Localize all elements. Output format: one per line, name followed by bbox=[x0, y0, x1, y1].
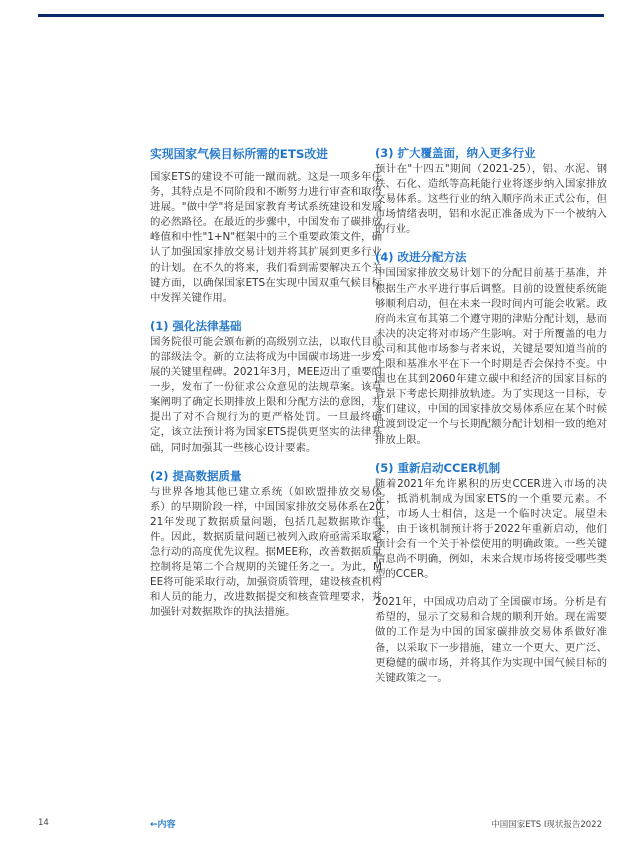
left-column bbox=[150, 146, 382, 633]
conclusion-paragraph: 2021年，中国成功启动了全国碳市场。分析是有希望的，显示了交易和合规的顺利开始。现在需要做的工作是为中国的国家碳排放交易体系做好准备，以采取下一步措施，建立一个更大、更广泛、更稳健的碳市场，并将其作为实现中国气候目标的关键政策之一。 bbox=[375, 596, 607, 684]
section-text-coverage: 预计在"十四五"期间（2021-25），铝、水泥、钢铁、石化、造纸等高耗能行业将逐步纳入国家排放交易体系。这些行业的纳入顺序尚未正式公布，但市场情绪表明，铝和水泥正准备成为下一个被纳入的行业。 bbox=[375, 163, 607, 236]
section-heading-allocation: (4) 改进分配方法 bbox=[375, 250, 467, 265]
section-heading-ccer: (5) 重新启动CCER机制 bbox=[375, 460, 501, 475]
section-text-ccer: 随着2021年允许累积的历史CCER进入市场的决定，抵消机制成为国家ETS的一个重要元素。不过，市场人士相信，这是一个临时决定。展望未来，由于该机制预计将于2022年重新启动，他们预计会有一个关于补偿使用的明确政策。一些关键信息尚不明确，例如，未来合规市场将接受哪些类型的CCER。 bbox=[375, 477, 607, 581]
section-text-legal: 国务院很可能会颁布新的高级别立法，以取代目前的部级法令。新的立法将成为中国碳市场进一步发展的关键里程碑。2021年3月，MEE迈出了重要的一步，发布了一份征求公众意见的法规草案。该草案阐明了确定长期排放上限和分配方法的意图，并提出了对不合规行为的更严格处罚。一旦最终确定，该立法预计将为国家ETS提供更坚实的法律基础，同时加强其一些核心设计要素。 bbox=[150, 335, 382, 454]
section-heading-legal: (1) 强化法律基础 bbox=[150, 318, 242, 333]
page-number: 14 bbox=[38, 818, 49, 828]
contents-link[interactable]: ←内容 bbox=[150, 820, 176, 830]
right-column bbox=[375, 146, 607, 699]
section-text-allocation: 中国国家排放交易计划下的分配目前基于基准，并根据生产水平进行事后调整。目前的设置使系统能够顺利启动，但在未来一段时间内可能会收紧。政府尚未宣布其第二个遵守期的津贴分配计划，悬而未决的决定将对市场产生影响。对于所覆盖的电力公司和其他市场参与者来说，关键是要知道当前的上限和基准水平在下一个时期是否会保持不变。中国也在其到2060年建立碳中和经济的国家目标的背景下考虑长期排放轨迹。为了实现这一目标，专家们建议，中国的国家排放交易体系应在某个时候过渡到设定一个与长期配额分配计划相一致的绝对排放上限。 bbox=[375, 267, 607, 446]
intro-paragraph: 国家ETS的建设不可能一蹴而就。这是一项多年任务，其特点是不同阶段和不断努力进行审查和取得进展。"做中学"将是国家教育考试系统建设和发展的必然路径。在最近的步骤中，中国发布了碳排放峰值和中性"1+N"框架中的三个重要政策文件，确认了加强国家排放交易计划并将其扩展到更多行业的计划。在不久的将来，我们看到需要解决五个关键方面，以确保国家ETS在实现中国双重气候目标中发挥关键作用。 bbox=[150, 171, 382, 304]
section-heading-coverage: (3) 扩大覆盖面，纳入更多行业 bbox=[375, 146, 536, 160]
page-title: 实现国家气候目标所需的ETS改进 bbox=[150, 147, 328, 161]
page-footer bbox=[38, 816, 602, 832]
report-name: 中国国家ETS I现状报告2022 bbox=[491, 820, 602, 830]
top-rule bbox=[38, 14, 604, 17]
section-text-data-quality: 与世界各地其他已建立系统（如欧盟排放交易体系）的早期阶段一样，中国国家排放交易体系在2021年发现了数据质量问题，包括几起数据欺诈事件。因此，数据质量问题已被列入政府亟需采取紧急行动的高度优先议程。据MEE称，改善数据质量控制将是第二个合规期的关键任务之一。为此，MEE将可能采取行动，加强资质管理，建设核查机构和人员的能力，改进数据提交和核查管理要求，并加强针对数据欺诈的执法措施。 bbox=[150, 485, 382, 619]
section-heading-data-quality: (2) 提高数据质量 bbox=[150, 468, 242, 483]
